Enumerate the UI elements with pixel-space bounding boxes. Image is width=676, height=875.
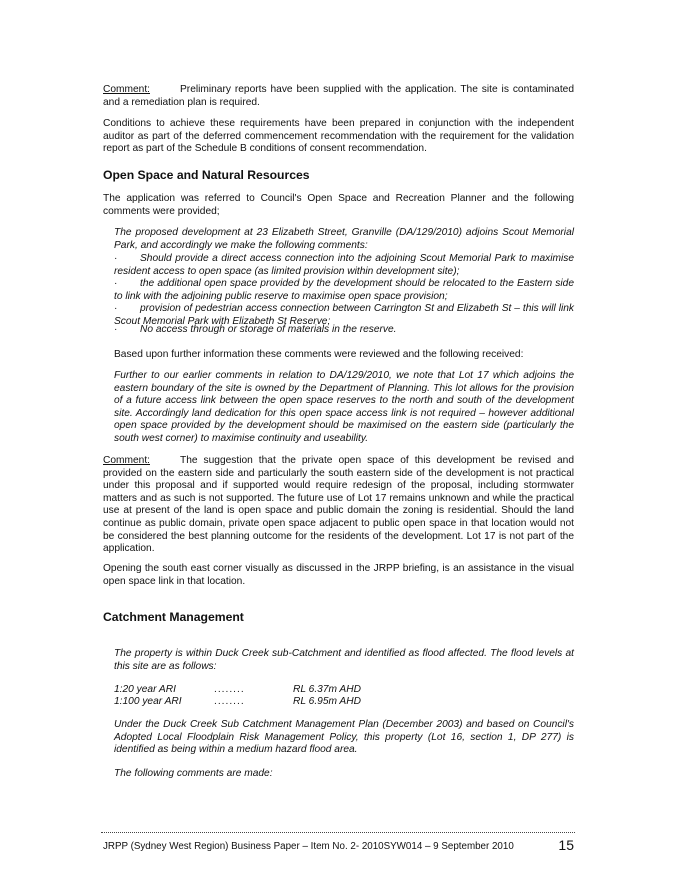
- flood-event: 1:100 year ARI: [114, 696, 182, 707]
- open-space-intro: The application was referred to Council's Open Space and Recreation Planner and the following comments were provided;: [103, 193, 574, 217]
- further-info-quote: Further to our earlier comments in relation to DA/129/2010, we note that Lot 17 which adjoins the eastern boundary of the site is owned by the Department of Planning. This lot allows for the provision of a future access link between the open space reserves to the north and south of the development site. Accordingly land dedication for this open space access link is not required – however additional open space provided by the development should be maximised on the eastern side (particularly the south west corner) to maximise continuity and useability.: [114, 370, 574, 444]
- section-heading-open-space: Open Space and Natural Resources: [103, 168, 310, 182]
- comment-open-space: [103, 455, 574, 556]
- conditions-paragraph: Conditions to achieve these requirements have been prepared in conjunction with the independent auditor as part of the deferred commencement recommendation with the requirement for the validation report as part of the Schedule B conditions of consent recommendation.: [103, 118, 574, 155]
- bullet-item: · Should provide a direct access connection into the adjoining Scout Memorial Park to maximise resident access to open space (as limited provision within development site);: [114, 253, 574, 277]
- bullet-mark: ·: [114, 253, 118, 264]
- bullet-item: · provision of pedestrian access connection between Carrington St and Elizabeth St – this will link Scout Memorial Park with Elizabeth St Reserve;: [114, 303, 574, 327]
- comment-label: Comment:: [103, 455, 150, 466]
- footer-text: JRPP (Sydney West Region) Business Paper – Item No. 2- 2010SYW014 – 9 September 2010: [103, 841, 514, 852]
- comments-intro: The following comments are made:: [114, 768, 273, 779]
- comment-text: Preliminary reports have been supplied with the application. The site is contaminated and a remediation plan is required.: [103, 84, 574, 108]
- comment-contamination: [103, 84, 574, 109]
- flood-leader-dots: ........: [214, 696, 245, 707]
- comment-text: The suggestion that the private open space of this development be revised and provided on the eastern side and particularly the south eastern side of the development is not practical under this proposal and if supported would require redesign of the proposal, including stormwater matters and as such is not supported. The future use of Lot 17 remains unknown and while the practical use at present of the land is open space and public domain the zoning is residential. Should the land continue as public domain, private open space adjacent to public open space in that location would not be considered the best planning outcome for the residents of the development. Lot 17 is not part of the application.: [103, 455, 574, 555]
- page-number: 15: [558, 837, 574, 853]
- bullet-item: · No access through or storage of materials in the reserve.: [114, 324, 397, 335]
- bullet-mark: ·: [114, 324, 118, 335]
- footer-divider: [101, 832, 575, 833]
- flood-leader-dots: ........: [214, 684, 245, 695]
- bullet-item: · the additional open space provided by the development should be relocated to the Eastern side to link with the adjoining public reserve to maximise open space provision;: [114, 278, 574, 302]
- bullet-mark: ·: [114, 278, 118, 289]
- opening-paragraph: Opening the south east corner visually as discussed in the JRPP briefing, is an assistance in the visual open space link in that location.: [103, 563, 574, 587]
- flood-level: RL 6.37m AHD: [293, 684, 361, 695]
- comment-label: Comment:: [103, 84, 150, 95]
- catchment-plan-paragraph: Under the Duck Creek Sub Catchment Management Plan (December 2003) and based on Council's Adopted Local Floodplain Risk Management Policy, this property (Lot 16, section 1, DP 277) is identified as being within a medium hazard flood area.: [114, 719, 574, 756]
- flood-level: RL 6.95m AHD: [293, 696, 361, 707]
- flood-event: 1:20 year ARI: [114, 684, 176, 695]
- open-space-quote: The proposed development at 23 Elizabeth Street, Granville (DA/129/2010) adjoins Scout Memorial Park, and accordingly we make the following comments:: [114, 227, 574, 251]
- catchment-intro: The property is within Duck Creek sub-Catchment and identified as flood affected. The flood levels at this site are as follows:: [114, 648, 574, 672]
- section-heading-catchment: Catchment Management: [103, 610, 244, 624]
- bullet-mark: ·: [114, 303, 118, 314]
- further-info-intro: Based upon further information these comments were reviewed and the following received:: [114, 349, 524, 360]
